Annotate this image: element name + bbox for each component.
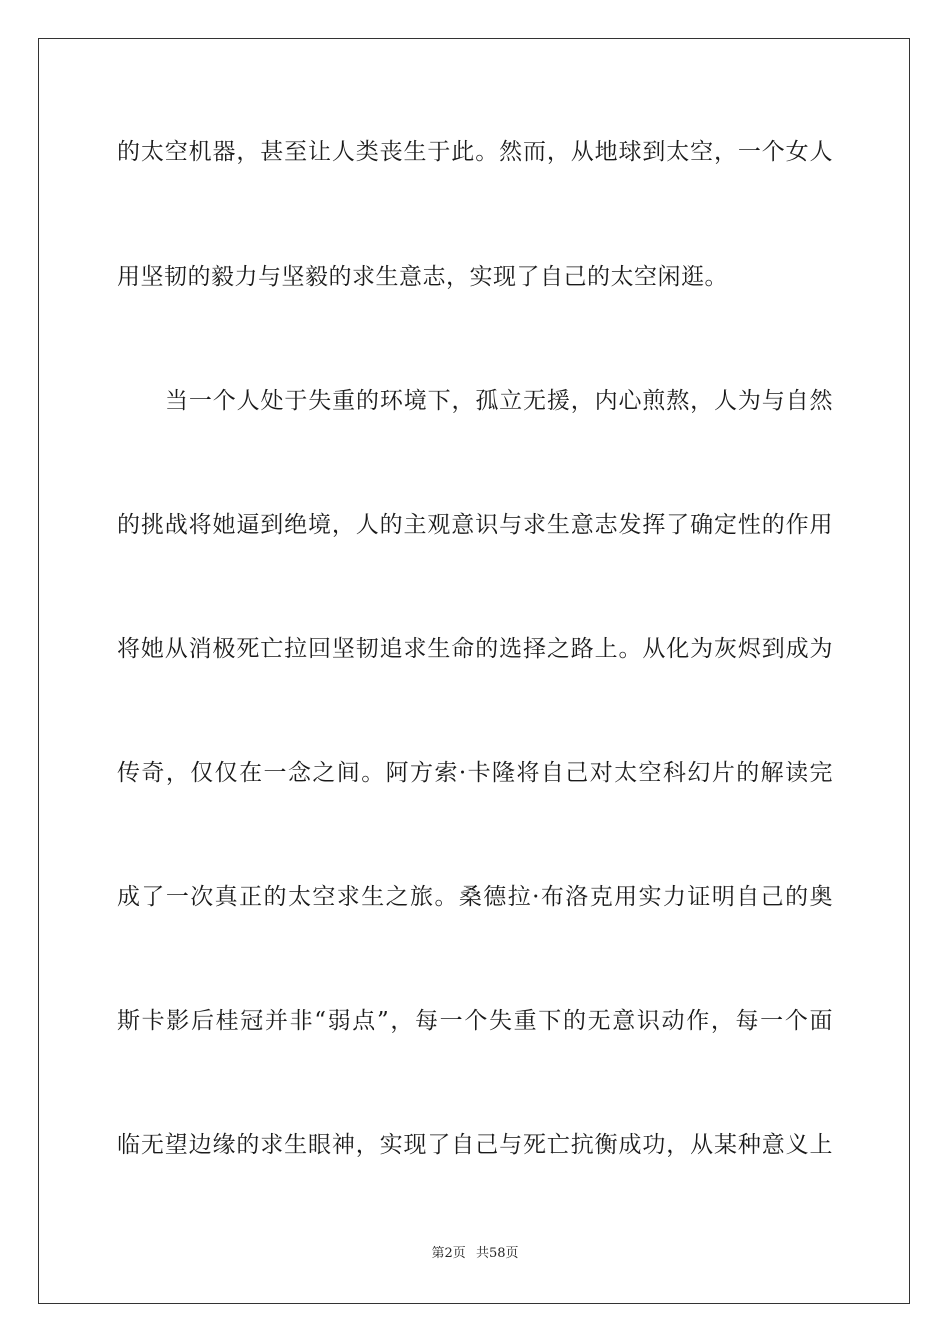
- total-page-count: 共58页: [475, 1246, 519, 1261]
- text-line: 成了一次真正的太空求生之旅。桑德拉·布洛克用实力证明自己的奥: [117, 884, 833, 910]
- page-border: [38, 38, 910, 1304]
- text-line: 的挑战将她逼到绝境，人的主观意识与求生意志发挥了确定性的作用: [117, 512, 833, 538]
- text-line: 用坚韧的毅力与坚毅的求生意志，实现了自己的太空闲逛。: [117, 264, 728, 290]
- text-line: 临无望边缘的求生眼神，实现了自己与死亡抗衡成功，从某种意义上: [117, 1132, 833, 1158]
- text-line: 将她从消极死亡拉回坚韧追求生命的选择之路上。从化为灰烬到成为: [117, 636, 833, 662]
- page-footer: [0, 1245, 950, 1263]
- text-line: 的太空机器，甚至让人类丧生于此。然而，从地球到太空，一个女人: [117, 139, 833, 165]
- text-line: 传奇，仅仅在一念之间。阿方索·卡隆将自己对太空科幻片的解读完: [117, 760, 833, 786]
- text-line: 斯卡影后桂冠并非“弱点”，每一个失重下的无意识动作，每一个面: [117, 1008, 833, 1034]
- paragraph-start-line: 当一个人处于失重的环境下，孤立无援，内心煎熬，人为与自然: [165, 388, 833, 414]
- current-page-number: 第2页: [431, 1246, 466, 1261]
